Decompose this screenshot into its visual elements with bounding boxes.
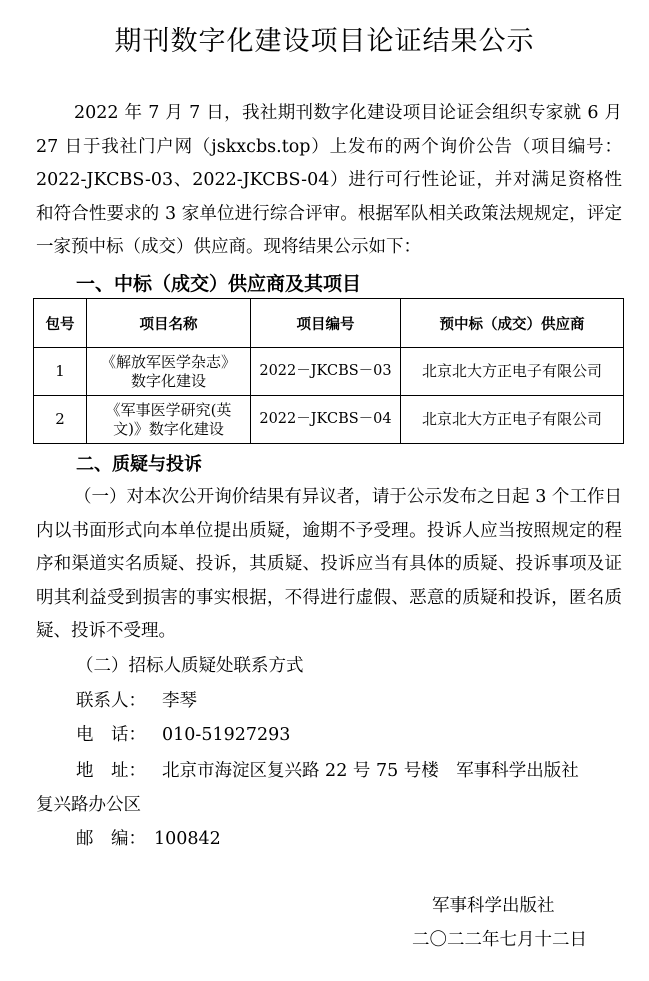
table-header-row [34, 299, 624, 348]
contact-person-value: 李琴 [162, 691, 197, 711]
cell-package-no: 1 [34, 348, 87, 396]
objection-paragraph: （一）对本次公开询价结果有异议者，请于公示发布之日起 3 个工作日内以书面形式向本单位提出质疑，逾期不予受理。投诉人应当按照规定的程序和渠道实名质疑、投诉，其质疑、投诉应当有具体的质疑、投诉事项及证明其利益受到损害的事实根据，不得进行虚假、恶意的质疑和投诉，匿名质疑、投诉不受理。 [36, 487, 622, 642]
cell-project-name [87, 396, 251, 444]
header-project-code: 项目编号 [251, 299, 401, 348]
intro-paragraph: 2022 年 7 月 7 日，我社期刊数字化建设项目论证会组织专家就 6 月 27 日于我社门户网（jskxcbs.top）上发布的两个询价公告（项目编号：2022-JKCBS-03、2022-JKCBS-04）进行可行性论证，并对满足资格性和符合性要求的 3 家单位进行综合评审。根据军队相关政策法规规定，评定一家预中标（成交）供应商。现将结果公示如下： [36, 103, 622, 258]
contact-zip-row [76, 823, 221, 857]
contact-person-row [76, 685, 197, 719]
project-name-line1: 《军事医学研究(英 [105, 400, 232, 419]
cell-supplier: 北京北大方正电子有限公司 [401, 348, 624, 396]
project-name-line2: 文)》数字化建设 [113, 419, 224, 438]
contact-person-label: 联系人： [76, 691, 146, 711]
contact-phone-label: 电 话： [76, 725, 146, 745]
section-heading-winning-supplier: 一、中标（成交）供应商及其项目 [76, 273, 362, 295]
contact-address-continuation: 复兴路办公区 [36, 795, 141, 815]
cell-project-name [87, 348, 251, 396]
cell-project-code: 2022－JKCBS－04 [251, 396, 401, 444]
header-supplier: 预中标（成交）供应商 [401, 299, 624, 348]
contact-phone-row [76, 719, 290, 753]
header-project-name: 项目名称 [87, 299, 251, 348]
table-row [34, 348, 624, 396]
contact-address-value: 北京市海淀区复兴路 22 号 75 号楼 军事科学出版社 [162, 761, 579, 781]
contact-address-label: 地 址： [76, 761, 146, 781]
contact-phone-value: 010-51927293 [162, 725, 291, 745]
header-package-no: 包号 [34, 299, 87, 348]
results-table [33, 298, 624, 444]
contact-zip-value: 100842 [154, 829, 221, 849]
cell-package-no: 2 [34, 396, 87, 444]
contact-heading: （二）招标人质疑处联系方式 [76, 656, 304, 676]
contact-address-row [76, 755, 579, 789]
page-title: 期刊数字化建设项目论证结果公示 [114, 26, 535, 57]
signature-organization: 军事科学出版社 [432, 896, 555, 916]
project-name-line1: 《解放军医学杂志》 [100, 352, 236, 371]
section-heading-objection: 二、质疑与投诉 [76, 454, 202, 475]
cell-supplier: 北京北大方正电子有限公司 [401, 396, 624, 444]
table-row [34, 396, 624, 444]
cell-project-code: 2022－JKCBS－03 [251, 348, 401, 396]
project-name-line2: 数字化建设 [130, 371, 206, 390]
signature-date: 二〇二二年七月十二日 [412, 930, 587, 950]
contact-zip-label: 邮 编： [76, 829, 146, 849]
